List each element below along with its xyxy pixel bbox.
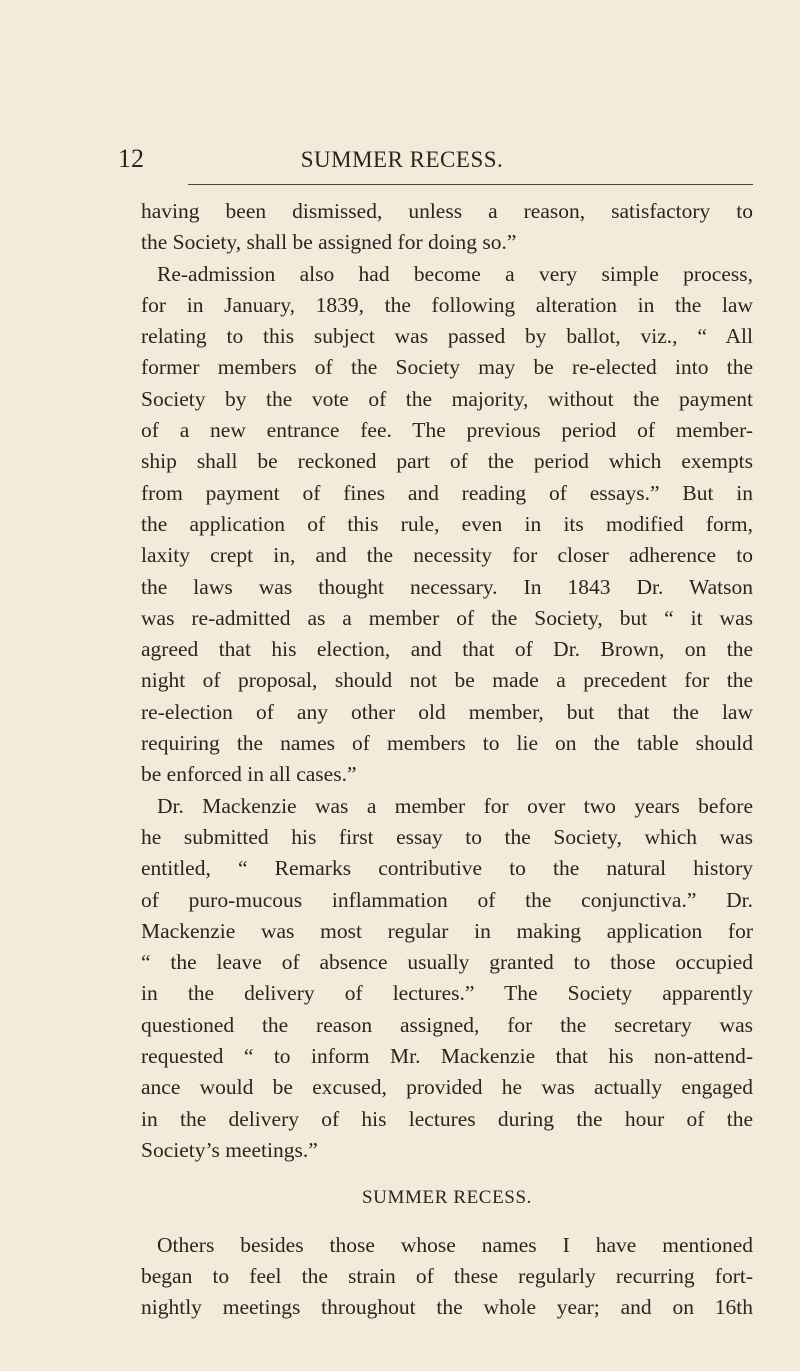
header-rule <box>188 184 753 185</box>
text-line: Others besides those whose names I have mentioned <box>157 1232 753 1257</box>
body-text <box>141 196 753 1323</box>
text-line: requiring the names of members to lie on the table should <box>141 731 753 756</box>
text-line: the Society, shall be assigned for doing so.” <box>141 230 517 255</box>
text-line: Society by the vote of the majority, without the payment <box>141 386 753 411</box>
text-line: was re-admitted as a member of the Society, but “ it was <box>141 605 753 630</box>
text-line: laxity crept in, and the necessity for closer adherence to <box>141 543 753 568</box>
text-line: entitled, “ Remarks contributive to the natural history <box>141 856 753 881</box>
text-line: former members of the Society may be re-elected into the <box>141 355 753 380</box>
text-line: the application of this rule, even in its modified form, <box>141 511 753 536</box>
text-line: Society’s meetings.” <box>141 1137 318 1162</box>
text-line: the laws was thought necessary. In 1843 Dr. Watson <box>141 574 753 599</box>
text-line: ship shall be reckoned part of the period which exempts <box>141 449 753 474</box>
running-title: SUMMER RECESS. <box>300 147 504 172</box>
text-line: relating to this subject was passed by ballot, viz., “ All <box>141 324 753 349</box>
text-line: questioned the reason assigned, for the secretary was <box>141 1012 753 1037</box>
text-line: in the delivery of his lectures during the hour of the <box>141 1106 753 1131</box>
text-line: “ the leave of absence usually granted to those occupied <box>141 950 753 975</box>
section-heading: SUMMER RECESS. <box>362 1187 532 1209</box>
text-line: Mackenzie was most regular in making application for <box>141 918 753 943</box>
text-line: of puro-mucous inflammation of the conjunctiva.” Dr. <box>141 887 753 912</box>
text-line: he submitted his first essay to the Society, which was <box>141 824 753 849</box>
paragraph <box>141 791 753 1167</box>
text-line: night of proposal, should not be made a precedent for the <box>141 668 753 693</box>
text-line: agreed that his election, and that of Dr. Brown, on the <box>141 637 753 662</box>
text-line: Dr. Mackenzie was a member for over two years before <box>157 793 753 818</box>
text-line: nightly meetings throughout the whole year; and on 16th <box>141 1295 753 1320</box>
text-line: ance would be excused, provided he was actually engaged <box>141 1075 753 1100</box>
text-line: Re-admission also had become a very simple process, <box>157 261 753 286</box>
text-line: re-election of any other old member, but that the law <box>141 699 753 724</box>
text-line: be enforced in all cases.” <box>141 762 357 787</box>
text-line: having been dismissed, unless a reason, satisfactory to <box>141 199 753 223</box>
text-line: for in January, 1839, the following alteration in the law <box>141 292 753 317</box>
paragraph <box>141 196 753 259</box>
paragraph <box>141 259 753 791</box>
text-line: began to feel the strain of these regularly recurring fort- <box>141 1263 753 1288</box>
text-line: from payment of fines and reading of essays.” But in <box>141 480 753 505</box>
text-line: in the delivery of lectures.” The Society apparently <box>141 981 753 1006</box>
page-number: 12 <box>118 144 144 173</box>
text-line: of a new entrance fee. The previous period of member- <box>141 418 753 443</box>
paragraph <box>141 1230 753 1324</box>
text-line: requested “ to inform Mr. Mackenzie that his non-attend- <box>141 1044 753 1069</box>
